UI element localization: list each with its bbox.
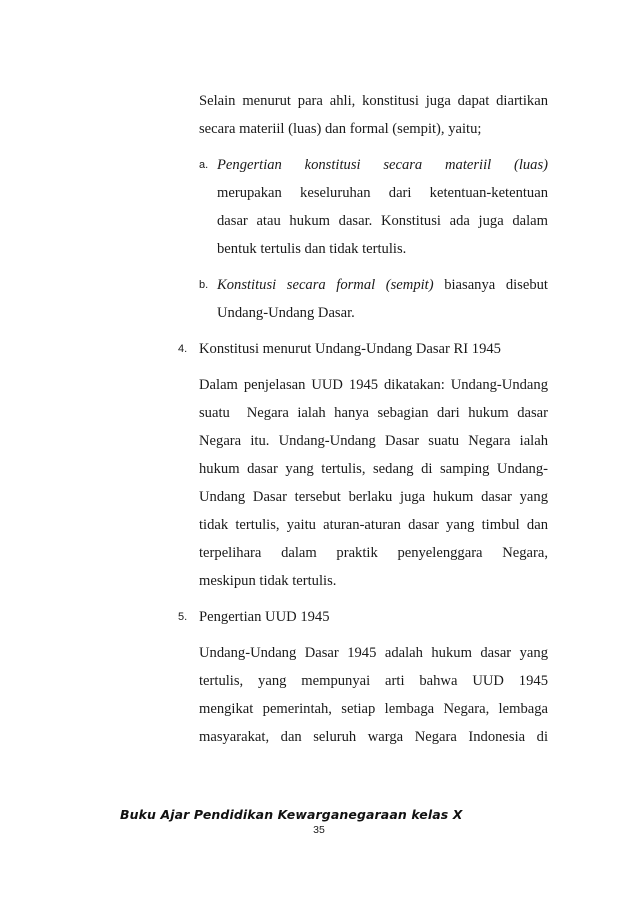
item-a-word-3: secara (383, 157, 423, 173)
section-5-heading: Pengertian UUD 1945 (199, 609, 330, 625)
item-a-word-2: konstitusi (304, 157, 361, 173)
section-5-line: mengikat pemerintah, setiap lembaga Negara, lembaga (199, 701, 548, 717)
intro-line-1: Selain menurut para ahli, konstitusi juga dapat diartikan (199, 93, 548, 109)
section-5-line: Undang-Undang Dasar 1945 adalah hukum dasar yang (199, 645, 548, 661)
section-4-last-line: meskipun tidak tertulis. (199, 573, 337, 589)
item-a-word-1: Pengertian (217, 157, 282, 173)
item-b-marker: b. (199, 279, 209, 291)
item-a-word-4: materiil (444, 157, 492, 173)
section-4-heading: Konstitusi menurut Undang-Undang Dasar RI 1945 (199, 341, 501, 357)
section-5-number: 5. (178, 611, 188, 623)
item-b-line-2: Undang-Undang Dasar. (217, 305, 355, 321)
section-4-number: 4. (178, 343, 188, 355)
item-a-line-1 (217, 155, 548, 175)
section-5-line: masyarakat, dan seluruh warga Negara Indonesia di (199, 729, 548, 745)
item-a-line-2: merupakan keseluruhan dari ketentuan-ketentuan (217, 185, 548, 201)
section-4-line: hukum dasar yang tertulis, sedang di samping Undang- (199, 461, 548, 477)
section-4-line: tidak tertulis, yaitu aturan-aturan dasar yang timbul dan (199, 517, 548, 533)
item-b-line-1 (217, 275, 548, 295)
footer-book-title: Buku Ajar Pendidikan Kewarganegaraan kelas X (120, 807, 463, 822)
item-a-line-3: dasar atau hukum dasar. Konstitusi ada juga dalam (217, 213, 548, 229)
item-a-line-4: bentuk tertulis dan tidak tertulis. (217, 241, 407, 257)
item-a-marker: a. (199, 159, 209, 171)
item-b-italic-term: Konstitusi secara formal (sempit) (217, 277, 434, 293)
section-4-line: Undang Dasar tersebut berlaku juga hukum dasar yang (199, 489, 548, 505)
section-4-line: Dalam penjelasan UUD 1945 dikatakan: Undang-Undang (199, 377, 548, 393)
section-4-line: suatu Negara ialah hanya sebagian dari hukum dasar (199, 405, 548, 421)
section-4-line: terpelihara dalam praktik penyelenggara Negara, (199, 545, 548, 561)
section-4-line: Negara itu. Undang-Undang Dasar suatu Negara ialah (199, 433, 548, 449)
item-b-rest: biasanya disebut (444, 277, 548, 293)
page-number: 35 (313, 824, 325, 836)
intro-line-2: secara materiil (luas) dan formal (sempit), yaitu; (199, 121, 482, 137)
item-a-word-5: (luas) (513, 157, 549, 173)
section-5-line: tertulis, yang mempunyai arti bahwa UUD 1945 (199, 673, 548, 689)
